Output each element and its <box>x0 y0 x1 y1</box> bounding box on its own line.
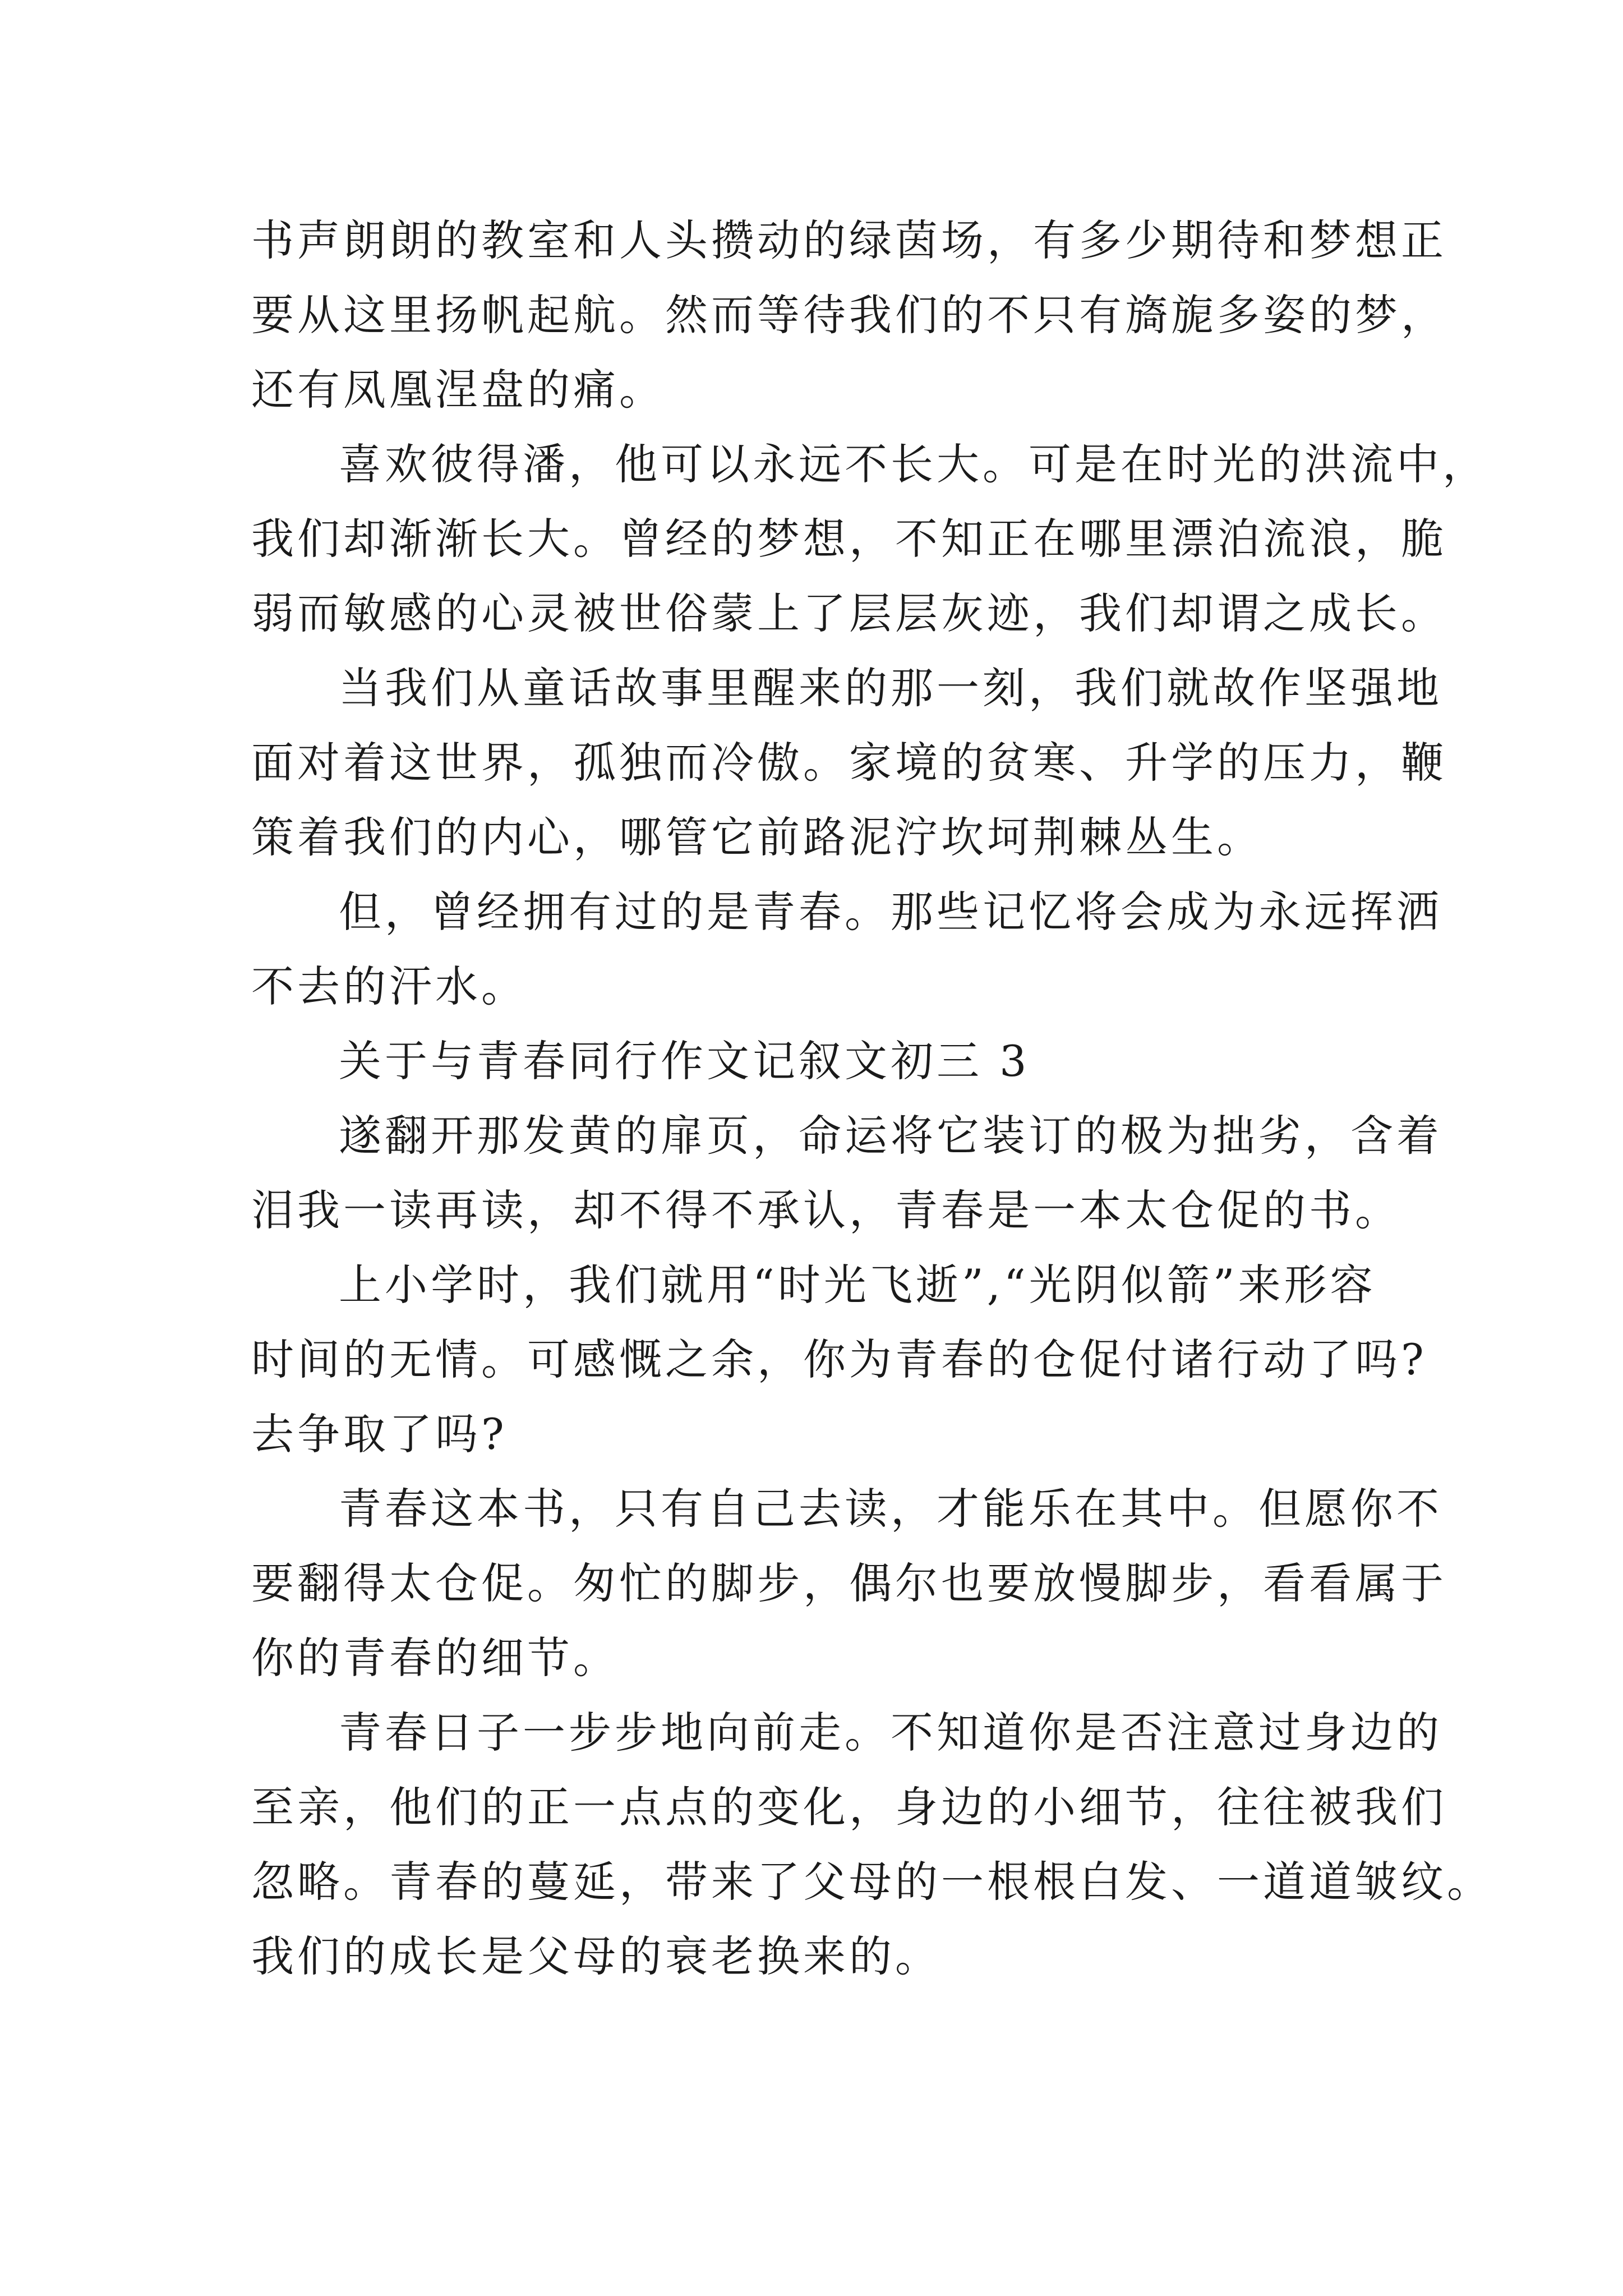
text-line: 至亲，他们的正一点点的变化，身边的小细节，往往被我们 <box>251 1782 1447 1832</box>
text-line: 去争取了吗? <box>251 1409 508 1459</box>
document-body <box>251 203 1493 1994</box>
text-line: 要翻得太仓促。匆忙的脚步，偶尔也要放慢脚步，看看属于 <box>251 1558 1447 1608</box>
text-line: 青春日子一步步地向前走。不知道你是否注意过身边的 <box>339 1708 1442 1757</box>
text-line: 书声朗朗的教室和人头攒动的绿茵场，有多少期待和梦想正 <box>251 215 1447 265</box>
text-line: 喜欢彼得潘，他可以永远不长大。可是在时光的洪流中， <box>339 439 1488 489</box>
text-line: 要从这里扬帆起航。然而等待我们的不只有旖旎多姿的梦， <box>251 290 1447 340</box>
text-line: 上小学时，我们就用“时光飞逝”,“光阴似箭”来形容 <box>339 1260 1376 1310</box>
text-line: 青春这本书，只有自己去读，才能乐在其中。但愿你不 <box>339 1484 1442 1534</box>
text-line: 策着我们的内心，哪管它前路泥泞坎坷荆棘丛生。 <box>251 812 1263 862</box>
text-line: 不去的汗水。 <box>251 961 527 1011</box>
text-line: 时间的无情。可感慨之余，你为青春的仓促付诸行动了吗? <box>251 1335 1427 1384</box>
text-line: 泪我一读再读，却不得不承认，青春是一本太仓促的书。 <box>251 1185 1401 1235</box>
text-line: 但，曾经拥有过的是青春。那些记忆将会成为永远挥洒 <box>339 887 1442 937</box>
section-heading: 关于与青春同行作文记叙文初三 3 <box>339 1036 1030 1086</box>
text-line: 你的青春的细节。 <box>251 1633 619 1683</box>
text-line: 当我们从童话故事里醒来的那一刻，我们就故作坚强地 <box>339 663 1442 713</box>
text-line: 还有凤凰涅盘的痛。 <box>251 365 665 415</box>
text-line: 弱而敏感的心灵被世俗蒙上了层层灰迹，我们却谓之成长。 <box>251 588 1447 638</box>
text-line: 遂翻开那发黄的扉页，命运将它装订的极为拙劣，含着 <box>339 1111 1442 1161</box>
text-line: 我们的成长是父母的衰老换来的。 <box>251 1931 941 1981</box>
text-line: 我们却渐渐长大。曾经的梦想，不知正在哪里漂泊流浪，脆 <box>251 514 1447 564</box>
text-line: 面对着这世界，孤独而冷傲。家境的贫寒、升学的压力，鞭 <box>251 738 1447 788</box>
text-line: 忽略。青春的蔓延，带来了父母的一根根白发、一道道皱纹。 <box>251 1857 1493 1907</box>
